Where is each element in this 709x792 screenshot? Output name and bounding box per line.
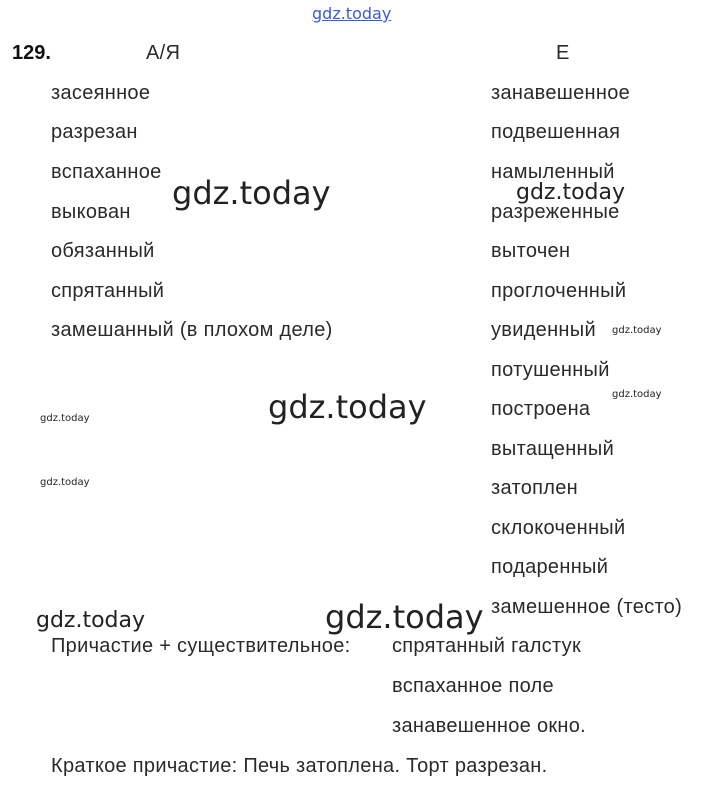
participle-noun-example: спрятанный галстук: [392, 635, 581, 657]
column-e-item: намыленный: [491, 161, 615, 183]
watermark-small: gdz.today: [612, 325, 662, 336]
watermark-small: gdz.today: [40, 477, 90, 488]
column-e-item: потушенный: [491, 359, 610, 381]
watermark-small: gdz.today: [612, 389, 662, 400]
column-e-item: подаренный: [491, 556, 609, 578]
column-e-heading: Е: [556, 42, 570, 64]
column-a-item: замешанный (в плохом деле): [51, 319, 333, 341]
watermark-medium: gdz.today: [516, 180, 626, 205]
column-a-item: спрятанный: [51, 280, 165, 302]
watermark-large: gdz.today: [172, 174, 331, 212]
column-e-item: вытащенный: [491, 438, 615, 460]
watermark-large: gdz.today: [325, 598, 484, 636]
column-a-item: засеянное: [51, 82, 151, 104]
column-e-item: занавешенное: [491, 82, 631, 104]
column-e-item: выточен: [491, 240, 571, 262]
column-e-item: затоплен: [491, 477, 578, 499]
column-a-item: разрезан: [51, 121, 138, 143]
watermark-top: gdz.today: [312, 4, 392, 23]
column-a-heading: А/Я: [146, 42, 181, 64]
watermark-small: gdz.today: [40, 413, 90, 424]
watermark-large: gdz.today: [268, 388, 427, 426]
column-e-item: проглоченный: [491, 280, 627, 302]
column-e-item: склокоченный: [491, 517, 626, 539]
column-a-item: обязанный: [51, 240, 155, 262]
participle-noun-example: вспаханное поле: [392, 675, 554, 697]
column-e-item: построена: [491, 398, 591, 420]
column-a-item: выкован: [51, 201, 131, 223]
column-e-item: увиденный: [491, 319, 596, 341]
participle-noun-label: Причастие + существительное:: [51, 635, 351, 657]
column-e-item: разреженные: [491, 201, 620, 223]
column-e-item: подвешенная: [491, 121, 621, 143]
exercise-number: 129.: [12, 42, 51, 64]
column-e-item: замешенное (тесто): [491, 596, 683, 618]
watermark-medium: gdz.today: [36, 608, 146, 633]
column-a-item: вспаханное: [51, 161, 162, 183]
participle-noun-example: занавешенное окно.: [392, 715, 587, 737]
short-participle-sentence: Краткое причастие: Печь затоплена. Торт разрезан.: [51, 755, 548, 777]
